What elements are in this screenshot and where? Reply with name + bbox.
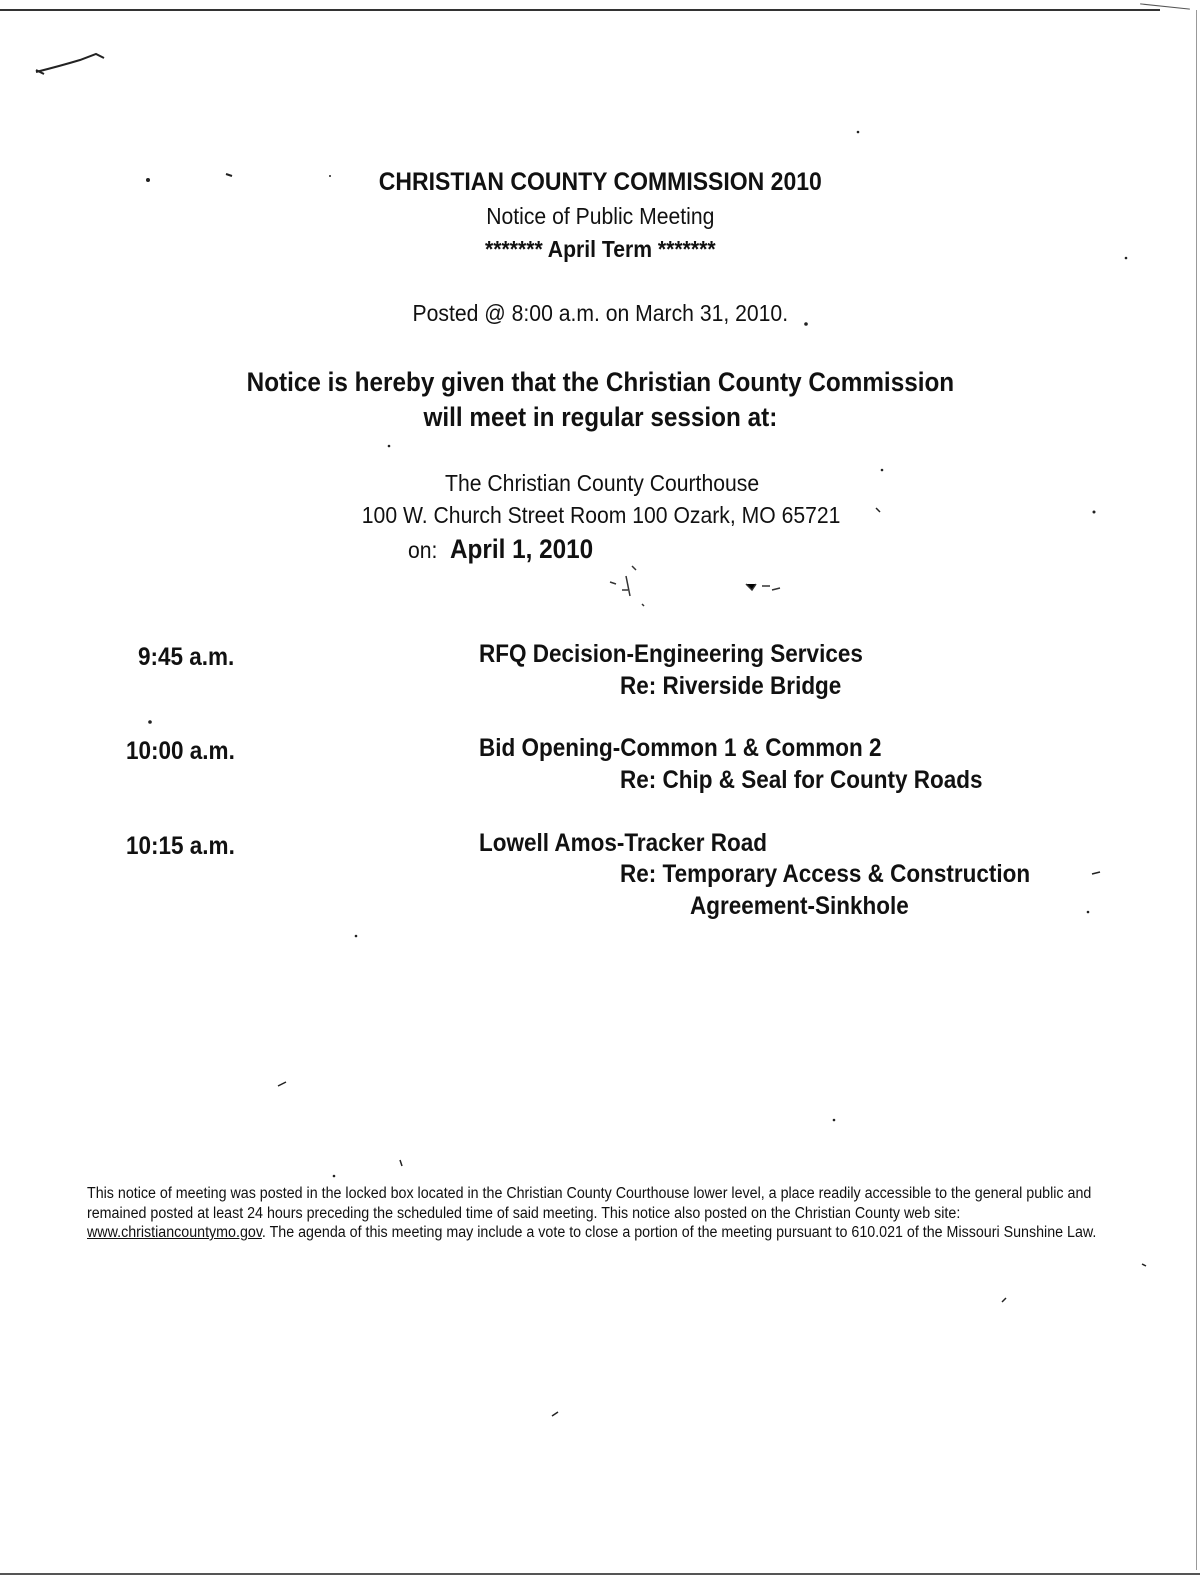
document-title: CHRISTIAN COUNTY COMMISSION 2010 xyxy=(378,168,822,196)
term-label: ******* April Term ******* xyxy=(485,236,716,262)
agenda-item: Bid Opening-Common 1 & Common 2 xyxy=(479,734,882,762)
posting-statement xyxy=(87,1184,1136,1243)
agenda-time: 10:00 a.m. xyxy=(126,737,235,765)
meeting-date-line xyxy=(408,534,609,565)
venue-address: 100 W. Church Street Room 100 Ozark, MO 65721 xyxy=(361,502,841,528)
scan-edge-top xyxy=(0,9,1160,11)
notice-line-2: will meet in regular session at: xyxy=(423,402,778,432)
scan-edge-right xyxy=(1196,10,1197,1570)
agenda-re: Re: Temporary Access & Construction xyxy=(620,860,1031,888)
meeting-date-label: on: xyxy=(408,537,438,563)
posted-timestamp: Posted @ 8:00 a.m. on March 31, 2010. xyxy=(412,300,789,326)
county-website-link[interactable]: www.christiancountymo.gov xyxy=(87,1224,262,1241)
agenda-time: 10:15 a.m. xyxy=(126,832,235,860)
posting-statement-text: This notice of meeting was posted in the locked box located in the Christian County Courthouse lower level, a place readily accessible to the general public and remained posted at least 24 hours preceding the scheduled time of said meeting. This notice also posted on the Christian County web site: xyxy=(87,1185,1092,1222)
agenda-re-continued: Agreement-Sinkhole xyxy=(690,892,909,920)
notice-line-1: Notice is hereby given that the Christian County Commission xyxy=(246,367,955,397)
agenda-time: 9:45 a.m. xyxy=(138,643,235,671)
agenda-item: RFQ Decision-Engineering Services xyxy=(479,640,863,668)
agenda-re: Re: Chip & Seal for County Roads xyxy=(620,766,983,794)
document-subtitle: Notice of Public Meeting xyxy=(486,203,715,229)
scan-edge-bottom xyxy=(0,1573,1200,1575)
posting-statement-text-end: . The agenda of this meeting may include a vote to close a portion of the meeting pursuant to 610.021 of the Missouri Sunshine Law. xyxy=(261,1224,1097,1241)
meeting-date: April 1, 2010 xyxy=(450,534,594,564)
agenda-item: Lowell Amos-Tracker Road xyxy=(479,829,767,857)
venue-name: The Christian County Courthouse xyxy=(445,470,760,496)
agenda-re: Re: Riverside Bridge xyxy=(620,672,842,700)
